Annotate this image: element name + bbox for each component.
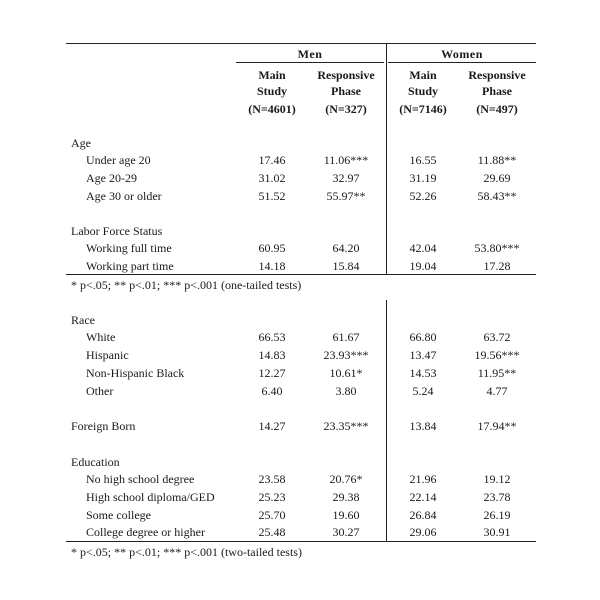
table-cell: 51.52 xyxy=(258,189,286,203)
section-title-race: Race xyxy=(71,313,95,327)
table-cell: 30.27 xyxy=(332,525,360,539)
table-cell: 58.43** xyxy=(477,189,517,203)
table-cell: 25.48 xyxy=(258,525,286,539)
column-header-2-line1: Responsive xyxy=(317,68,375,82)
table-cell: 14.18 xyxy=(258,259,286,273)
table-cell: 23.58 xyxy=(258,472,286,486)
row-label: Age 30 or older xyxy=(86,189,162,203)
column-header-3-line2: Study xyxy=(407,84,439,98)
table-cell: 10.61* xyxy=(329,366,363,380)
row-label-foreign-born: Foreign Born xyxy=(71,419,136,433)
table-cell: 66.80 xyxy=(409,330,437,344)
row-label: Working full time xyxy=(86,241,172,255)
table-cell: 31.02 xyxy=(258,171,286,185)
footnote-one-tailed: * p<.05; ** p<.01; *** p<.001 (one-tailed tests) xyxy=(71,278,302,292)
table-cell: 13.47 xyxy=(409,348,437,362)
table-cell: 19.60 xyxy=(332,508,360,522)
table-cell: 66.53 xyxy=(258,330,286,344)
table-cell: 64.20 xyxy=(332,241,360,255)
row-label: Under age 20 xyxy=(86,153,151,167)
table-cell: 42.04 xyxy=(409,241,437,255)
table-cell: 25.23 xyxy=(258,490,286,504)
table-cell: 26.19 xyxy=(483,508,511,522)
group-header-men: Men xyxy=(297,47,323,61)
column-header-4-n: (N=497) xyxy=(476,102,518,116)
table-cell: 17.94** xyxy=(477,419,517,433)
table-cell: 29.69 xyxy=(483,171,511,185)
table-cell: 26.84 xyxy=(409,508,437,522)
table-cell: 29.06 xyxy=(409,525,437,539)
row-label: Non-Hispanic Black xyxy=(86,366,185,380)
section-title-age: Age xyxy=(71,136,91,150)
table-cell: 16.55 xyxy=(409,153,437,167)
table-cell: 17.46 xyxy=(258,153,286,167)
table-cell: 19.04 xyxy=(409,259,437,273)
table-cell: 14.83 xyxy=(258,348,286,362)
table-cell: 23.93*** xyxy=(323,348,369,362)
table-cell: 29.38 xyxy=(332,490,360,504)
column-header-1-line2: Study xyxy=(256,84,288,98)
section2-bottom-rule xyxy=(66,541,536,542)
table-cell: 15.84 xyxy=(332,259,360,273)
column-header-2-line2: Phase xyxy=(331,84,361,98)
table-cell: 20.76* xyxy=(329,472,363,486)
column-header-3-n: (N=7146) xyxy=(399,102,447,116)
table-cell: 3.80 xyxy=(335,384,357,398)
table-cell: 5.24 xyxy=(412,384,434,398)
table-cell: 23.35*** xyxy=(323,419,369,433)
column-header-2-n: (N=327) xyxy=(325,102,367,116)
table-cell: 12.27 xyxy=(258,366,286,380)
row-label: College degree or higher xyxy=(86,525,205,539)
table-cell: 11.95** xyxy=(477,366,517,380)
table-cell: 55.97** xyxy=(326,189,366,203)
row-label: Age 20-29 xyxy=(86,171,137,185)
row-label: Working part time xyxy=(86,259,174,273)
table-cell: 52.26 xyxy=(409,189,437,203)
footnote-two-tailed: * p<.05; ** p<.01; *** p<.001 (two-tailed tests) xyxy=(71,545,302,559)
column-header-3-line1: Main xyxy=(409,68,437,82)
table-cell: 6.40 xyxy=(261,384,283,398)
table-cell: 31.19 xyxy=(409,171,437,185)
column-header-1-line1: Main xyxy=(258,68,286,82)
section-title-labor: Labor Force Status xyxy=(71,224,163,238)
table-cell: 4.77 xyxy=(486,384,508,398)
table-cell: 14.27 xyxy=(258,419,286,433)
row-label: No high school degree xyxy=(86,472,195,486)
row-label: Hispanic xyxy=(86,348,129,362)
table-cell: 13.84 xyxy=(409,419,437,433)
column-header-4-line1: Responsive xyxy=(468,68,526,82)
table-cell: 11.06*** xyxy=(323,153,369,167)
table-cell: 19.12 xyxy=(483,472,511,486)
column-header-4-line2: Phase xyxy=(482,84,512,98)
section1-bottom-rule xyxy=(66,274,536,275)
table-cell: 63.72 xyxy=(483,330,511,344)
men-group-rule xyxy=(236,62,384,63)
section-title-education: Education xyxy=(71,455,120,469)
table-top-rule xyxy=(66,43,536,44)
row-label: Other xyxy=(86,384,114,398)
row-label: White xyxy=(86,330,116,344)
table-cell: 19.56*** xyxy=(474,348,520,362)
table-cell: 25.70 xyxy=(258,508,286,522)
table-cell: 61.67 xyxy=(332,330,360,344)
table-cell: 30.91 xyxy=(483,525,511,539)
table-cell: 11.88** xyxy=(477,153,517,167)
group-header-women: Women xyxy=(441,47,483,61)
table-cell: 53.80*** xyxy=(474,241,520,255)
row-label: Some college xyxy=(86,508,151,522)
women-group-rule xyxy=(388,62,536,63)
column-header-1-n: (N=4601) xyxy=(248,102,296,116)
row-label: High school diploma/GED xyxy=(86,490,215,504)
table-cell: 21.96 xyxy=(409,472,437,486)
table-cell: 60.95 xyxy=(258,241,286,255)
table-cell: 32.97 xyxy=(332,171,360,185)
table-cell: 14.53 xyxy=(409,366,437,380)
table-cell: 17.28 xyxy=(483,259,511,273)
table-cell: 23.78 xyxy=(483,490,511,504)
table-cell: 22.14 xyxy=(409,490,437,504)
